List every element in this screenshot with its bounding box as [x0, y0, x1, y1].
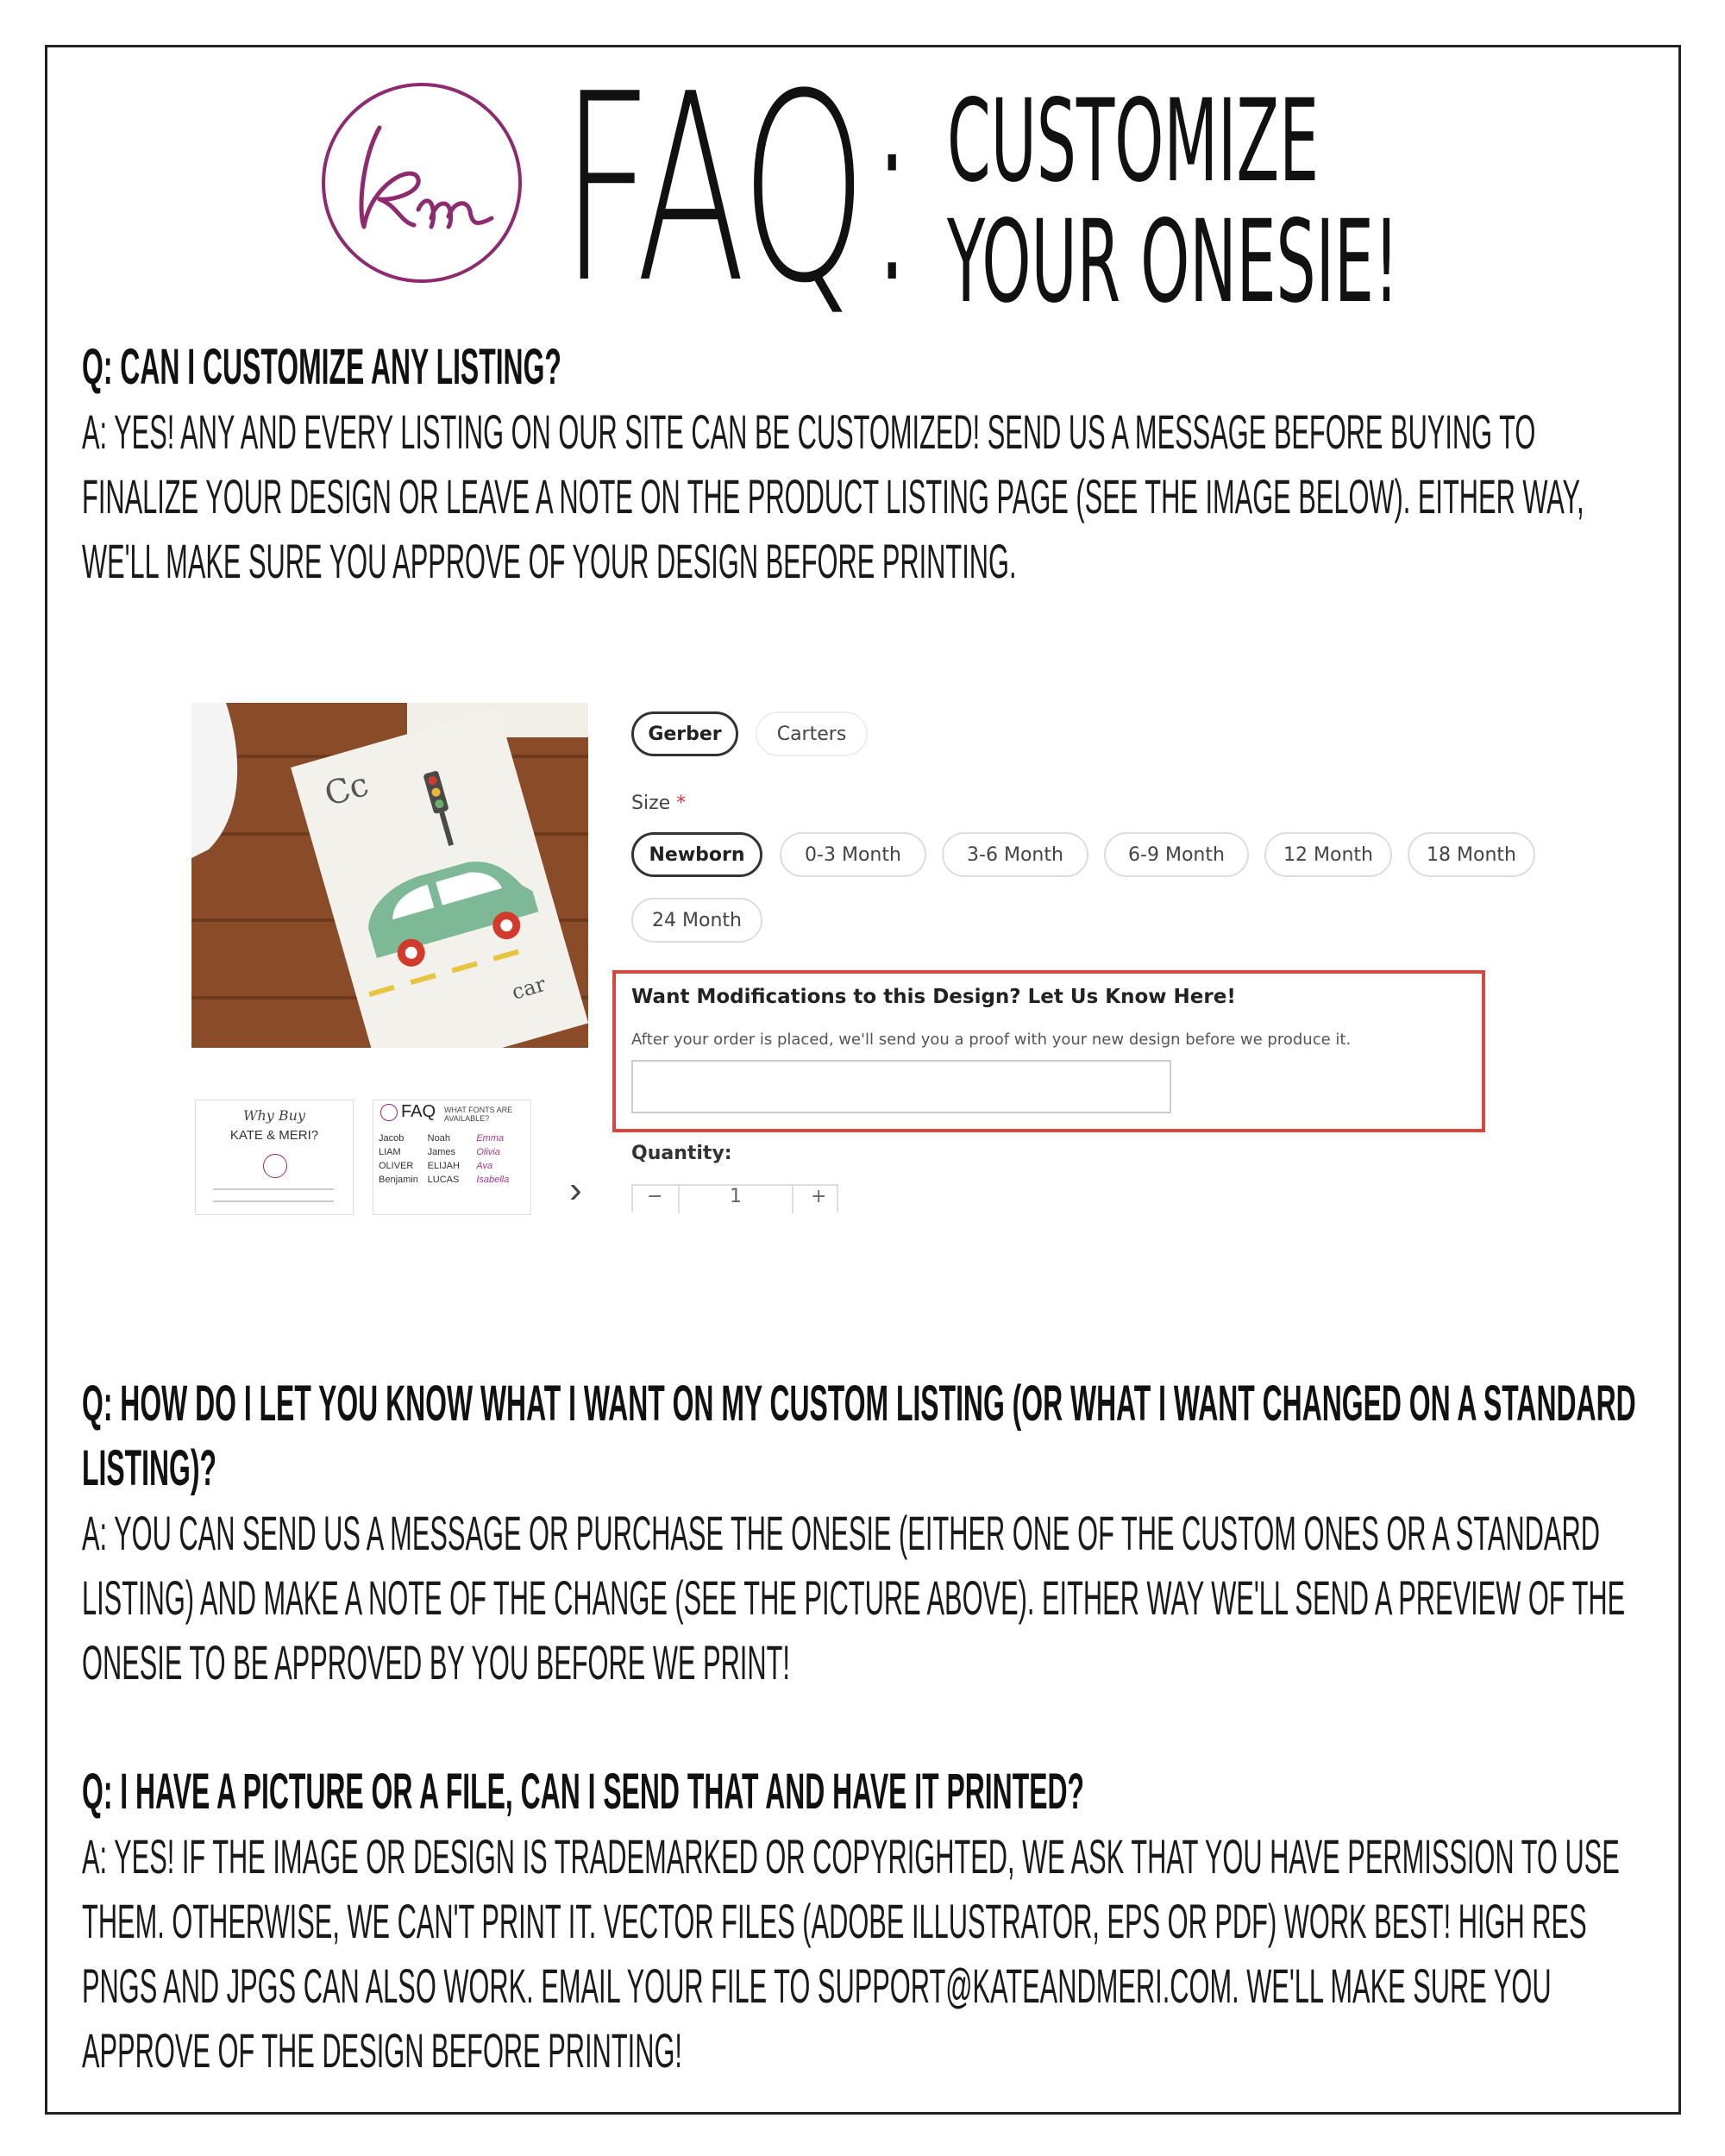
- size-option-18-month[interactable]: 18 Month: [1408, 832, 1535, 877]
- quantity-value: 1: [730, 1186, 742, 1207]
- minus-icon[interactable]: −: [647, 1186, 663, 1207]
- thumb-name: LUCAS: [427, 1175, 460, 1185]
- thumb-divider: [213, 1200, 334, 1202]
- thumb-name: Emma: [476, 1133, 505, 1144]
- product-listing-screenshot: [190, 694, 1535, 1212]
- modification-title: Want Modifications to this Design? Let Us Know Here!: [631, 986, 1236, 1008]
- modification-input[interactable]: [631, 1060, 1171, 1113]
- thumbnail-faq-fonts[interactable]: [373, 1100, 531, 1215]
- thumb-name: Benjamin: [379, 1175, 418, 1185]
- subtitle-line-2: YOUR ONESIE!: [947, 196, 1399, 329]
- kate-and-meri-logo: [319, 80, 524, 285]
- subtitle: [947, 75, 1399, 329]
- thumb-logo-icon: [263, 1154, 287, 1178]
- size-option-6-9-month[interactable]: 6-9 Month: [1104, 832, 1249, 877]
- size-option-3-6-month[interactable]: 3-6 Month: [942, 832, 1088, 877]
- modification-request-box: [612, 970, 1485, 1132]
- size-option-12-month[interactable]: 12 Month: [1264, 832, 1392, 877]
- size-option-24-month[interactable]: 24 Month: [631, 898, 762, 943]
- size-label-text: Size: [631, 793, 671, 814]
- faq-answer-1: A: YES! ANY AND EVERY LISTING ON OUR SITE CAN BE CUSTOMIZED! SEND US A MESSAGE BEFORE BUYING TO FINALIZE YOUR DESIGN OR LEAVE A NOTE ON THE PRODUCT LISTING PAGE (SEE THE IMAGE BELOW). EITHER WAY, WE'LL MAKE SURE YOU APPROVE OF YOUR DESIGN BEFORE PRINTING.: [82, 404, 1584, 588]
- size-label: [631, 793, 686, 814]
- thumb-names-grid: [379, 1131, 525, 1187]
- brand-option-gerber[interactable]: Gerber: [631, 711, 738, 756]
- faq-question-3: Q: I HAVE A PICTURE OR A FILE, CAN I SEND THAT AND HAVE IT PRINTED?: [82, 1764, 1085, 1820]
- quantity-label: Quantity:: [631, 1143, 732, 1164]
- thumb-name: ELIJAH: [427, 1161, 460, 1171]
- thumb-name: James: [427, 1147, 456, 1157]
- chevron-right-icon[interactable]: ›: [569, 1169, 582, 1211]
- thumb-name: Noah: [427, 1133, 450, 1144]
- thumb-why-buy-text: Why Buy: [243, 1107, 305, 1124]
- quantity-stepper[interactable]: [631, 1184, 838, 1212]
- brand-option-carters[interactable]: Carters: [756, 711, 868, 756]
- size-option-newborn[interactable]: Newborn: [631, 832, 762, 877]
- faq-question-1: Q: CAN I CUSTOMIZE ANY LISTING?: [82, 339, 561, 395]
- size-option-0-3-month[interactable]: 0-3 Month: [780, 832, 926, 877]
- thumb-faq-title: FAQ: [401, 1102, 436, 1121]
- thumb-name: OLIVER: [379, 1161, 414, 1171]
- thumb-faq-subtitle: WHAT FONTS ARE AVAILABLE?: [444, 1106, 513, 1123]
- thumb-divider: [213, 1188, 334, 1190]
- stepper-divider: [792, 1186, 794, 1213]
- card-word: car: [509, 971, 549, 1005]
- thumb-logo-icon: [380, 1104, 398, 1121]
- thumb-name: Ava: [476, 1161, 493, 1171]
- stepper-divider: [678, 1186, 680, 1213]
- thumb-name: LIAM: [379, 1147, 401, 1157]
- thumb-name: Isabella: [476, 1175, 510, 1185]
- plus-icon[interactable]: +: [811, 1186, 827, 1207]
- faq-question-2: Q: HOW DO I LET YOU KNOW WHAT I WANT ON MY CUSTOM LISTING (OR WHAT I WANT CHANGED ON A STANDARD LISTING)?: [82, 1376, 1636, 1496]
- card-letter: Cc: [320, 765, 373, 814]
- product-photo: [191, 703, 588, 1048]
- faq-answer-2: A: YOU CAN SEND US A MESSAGE OR PURCHASE THE ONESIE (EITHER ONE OF THE CUSTOM ONES OR A STANDARD LISTING) AND MAKE A NOTE OF THE CHANGE (SEE THE PICTURE ABOVE). EITHER WAY WE'LL SEND A PREVIEW OF THE ONESIE TO BE APPROVED BY YOU BEFORE WE PRINT!: [82, 1506, 1626, 1689]
- subtitle-line-1: CUSTOMIZE: [947, 75, 1320, 208]
- faq-answer-3: A: YES! IF THE IMAGE OR DESIGN IS TRADEMARKED OR COPYRIGHTED, WE ASK THAT YOU HAVE PERMISSION TO USE THEM. OTHERWISE, WE CAN'T PRINT IT. VECTOR FILES (ADOBE ILLUSTRATOR, EPS OR PDF) WORK BEST! HIGH RES PNGS AND JPGS CAN ALSO WORK. EMAIL YOUR FILE TO SUPPORT@KATEANDMERI.COM. WE'LL MAKE SURE YOU APPROVE OF THE DESIGN BEFORE PRINTING!: [82, 1829, 1620, 2078]
- faq-title: FAQ:: [561, 39, 918, 340]
- modification-subtitle: After your order is placed, we'll send you a proof with your new design before we produce it.: [631, 1031, 1352, 1049]
- thumb-name: Olivia: [476, 1147, 500, 1157]
- thumb-kate-meri-text: KATE & MERI?: [229, 1128, 319, 1143]
- thumbnail-why-buy[interactable]: [195, 1100, 354, 1215]
- thumb-name: Jacob: [379, 1133, 405, 1144]
- required-marker: *: [676, 793, 687, 814]
